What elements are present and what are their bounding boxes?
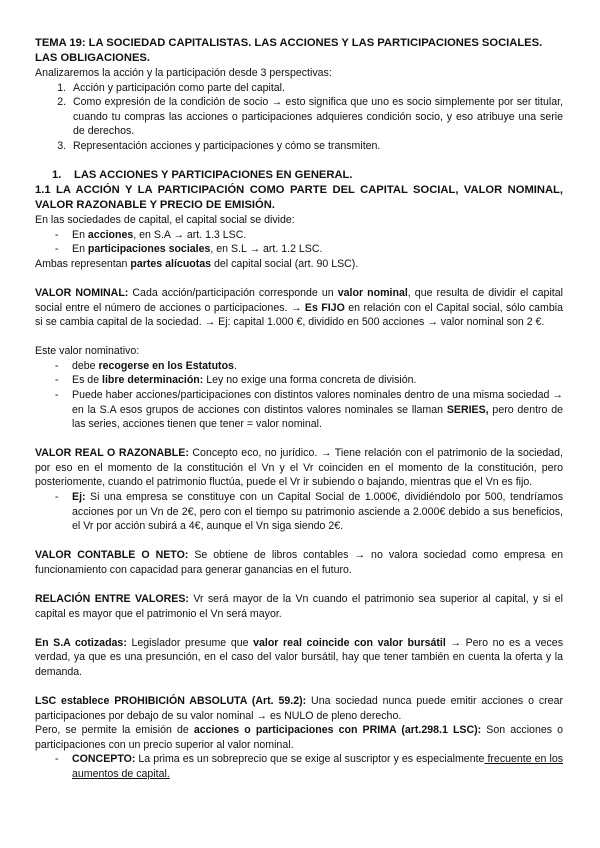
cotizadas-paragraph: En S.A cotizadas: Legislador presume que valor real coincide con valor bursátil → Pero no es a veces verdad, ya que es una presunción, en el caso del valor bursátil, hay que tener también en cuenta la oferta y la demanda. [35,636,563,678]
subsection-heading: 1.1 LA ACCIÓN Y LA PARTICIPACIÓN COMO PARTE DEL CAPITAL SOCIAL, VALOR NOMINAL, VALOR RAZONABLE Y PRECIO DE EMISIÓN. [35,184,563,212]
list-item: - Ej: Si una empresa se constituye con un Capital Social de 1.000€, dividiéndolo por 500, tendríamos acciones por un Vn de 2€, pero con el tiempo su patrimonio asciende a 2.000€ debido a sus beneficios, el Vr por acción subirá a 4€, aunque el Vn siga siendo 2€. [55,491,563,533]
valor-contable-paragraph: VALOR CONTABLE O NETO: Se obtiene de libros contables → no valora sociedad como empresa en funcionamiento con capacidad para generar ganancias en el futuro. [35,549,563,576]
list-item: - debe recogerse en los Estatutos. [55,359,237,372]
divisions-list [35,228,563,257]
list-item: - En acciones, en S.A → art. 1.3 LSC. [55,228,247,241]
document-page [35,36,563,782]
list-item: - En participaciones sociales, en S.L → art. 1.2 LSC. [55,243,323,256]
capital-intro: En las sociedades de capital, el capital social se divide: [35,214,295,227]
nominativo-intro: Este valor nominativo: [35,345,140,358]
list-item: 1. Acción y participación como parte del capital. [69,81,563,96]
intro-text: Analizaremos la acción y la participación desde 3 perspectivas: [35,67,332,79]
relacion-paragraph: RELACIÓN ENTRE VALORES: Vr será mayor de la Vn cuando el patrimonio sea superior al capital, y si el capital es mayor que el patrimonio el Vn será mayor. [35,593,563,620]
list-item: 3. Representación acciones y participaciones y cómo se transmiten. [69,139,563,154]
list-item: - CONCEPTO: La prima es un sobreprecio que se exige al suscriptor y es especialmente frecuente en los aumentos de capital. [55,753,564,780]
section-heading: 1. LAS ACCIONES Y PARTICIPACIONES EN GENERAL. [52,169,353,182]
list-item: - Es de libre determinación: Ley no exige una forma concreta de división. [55,374,417,387]
prima-paragraph: Pero, se permite la emisión de acciones o participaciones con PRIMA (art.298.1 LSC): Son acciones o participaciones con un precio superior al valor nominal. [35,724,563,751]
alicuotas-text: Ambas representan partes alícuotas del capital social (art. 90 LSC). [35,257,359,270]
valor-real-paragraph: VALOR REAL O RAZONABLE: Concepto eco, no jurídico. → Tiene relación con el patrimonio de la sociedad, por eso en el momento de la constitución el Vn y el Vr coinciden en el momento de la constitución, pero posteriomente, cuando el patrimonio fluctúa, puede el Vr ir subiendo o bajando, mientras que el Vn es fijo. [35,447,563,489]
list-item: - Puede haber acciones/participaciones con distintos valores nominales dentro de una misma sociedad → en la S.A esos grupos de acciones con distintos valores nominales se llaman SERIES, pero dentro de las series, acciones tienen que tener = valor nominal. [55,389,564,431]
example-list [35,490,563,534]
nominativo-list [35,359,563,432]
concepto-list [35,752,563,781]
valor-nominal-paragraph: VALOR NOMINAL: Cada acción/participación corresponde un valor nominal, que resulta de dividir el capital social entre el número de acciones o participaciones. → Es FIJO en relación con el Capital social, sólo cambia si se cambia capital de la sociedad. → Ej: capital 1.000 €, dividido en 500 acciones → valor nominal son 2 €. [35,286,564,329]
prohibicion-paragraph: LSC establece PROHIBICIÓN ABSOLUTA (Art. 59.2): Una sociedad nunca puede emitir acciones o crear participaciones por debajo de su valor nominal → es NULO de pleno derecho. [35,695,563,722]
list-item: 2. Como expresión de la condición de socio → esto significa que uno es socio simplemente por ser titular, cuando tu compras las acciones o participaciones adquieres condición socio, y eso atribuye una serie de derechos. [69,95,563,139]
document-title: TEMA 19: LA SOCIEDAD CAPITALISTAS. LAS ACCIONES Y LAS PARTICIPACIONES SOCIALES. LAS OBLIGACIONES. [35,37,543,64]
perspectives-list [35,81,563,154]
